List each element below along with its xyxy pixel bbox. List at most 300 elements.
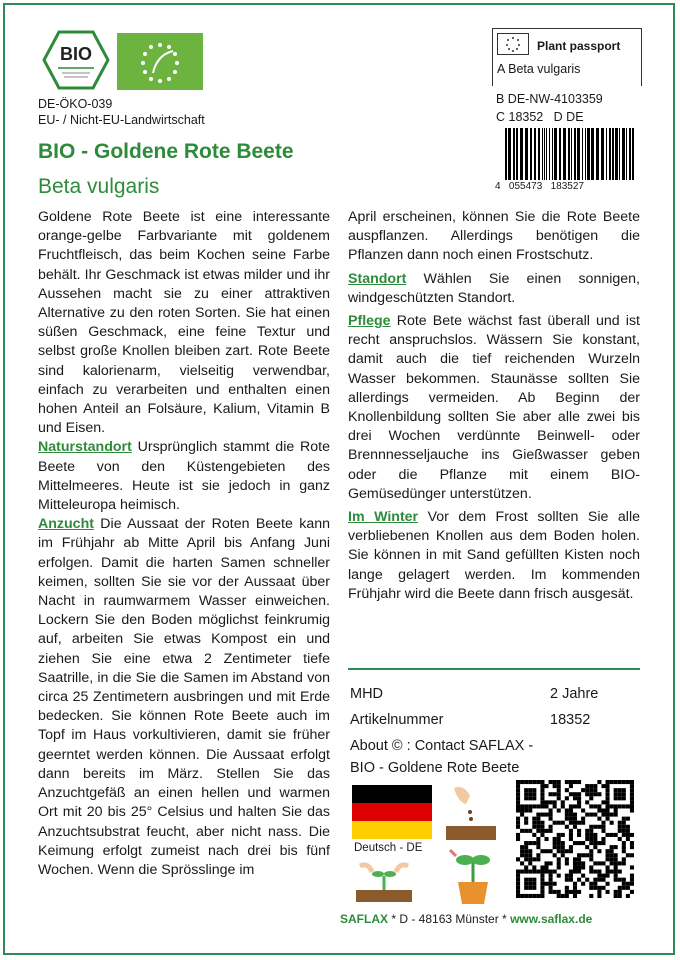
qr-module: [544, 849, 548, 853]
german-flag-icon: [352, 785, 432, 839]
qr-module: [597, 878, 601, 882]
qr-module: [540, 796, 544, 800]
barcode-bar: [520, 128, 523, 180]
qr-module: [630, 788, 634, 792]
qr-module: [630, 804, 634, 808]
qr-module: [618, 878, 622, 882]
qr-module: [597, 849, 601, 853]
qr-module: [614, 833, 618, 837]
qr-module: [524, 808, 528, 812]
qr-module: [532, 882, 536, 886]
qr-module: [622, 845, 626, 849]
qr-module: [528, 808, 532, 812]
qr-module: [585, 878, 589, 882]
qr-module: [614, 890, 618, 894]
qr-module: [589, 841, 593, 845]
barcode-bar: [546, 128, 547, 180]
qr-module: [532, 804, 536, 808]
qr-module: [626, 886, 630, 890]
qr-module: [630, 792, 634, 796]
qr-module: [573, 817, 577, 821]
qr-module: [573, 894, 577, 898]
footer: [340, 912, 592, 926]
qr-module: [540, 804, 544, 808]
qr-module: [557, 784, 561, 788]
qr-module: [532, 894, 536, 898]
qr-module: [606, 817, 610, 821]
qr-module: [577, 878, 581, 882]
qr-module: [585, 784, 589, 788]
qr-module: [565, 808, 569, 812]
barcode-bar: [574, 128, 576, 180]
qr-module: [610, 821, 614, 825]
qr-module: [540, 813, 544, 817]
bio-seal-icon: [42, 30, 110, 90]
barcode-bar: [629, 128, 631, 180]
qr-module: [589, 849, 593, 853]
qr-module: [601, 837, 605, 841]
qr-module: [614, 796, 618, 800]
barcode-bar: [542, 128, 543, 180]
qr-module: [536, 857, 540, 861]
qr-module: [536, 870, 540, 874]
qr-module: [524, 817, 528, 821]
qr-module: [589, 784, 593, 788]
qr-module: [536, 780, 540, 784]
qr-module: [622, 821, 626, 825]
qr-module: [516, 878, 520, 882]
sowing-hand-icon: [440, 782, 502, 844]
qr-module: [565, 849, 569, 853]
anzucht-text: Die Aussaat der Roten Beete kann im Frühjahr ab Mitte April bis Anfang Juni erfolgen. Damit die harten Samen schneller keimen, sollten Sie sie vor der Aussaat über Nacht in raumwarmem Wasser einweichen. Lockern Sie den Boden möglichst feinkrumig auf, arbeiten Sie etwas Kompost ein und ziehen Sie eine etwa 2 Zentimeter tiefe Saatrille, in die Sie die Samen im Abstand von circa 25 Zentimetern ausbringen und mit Erde bedecken. Sie können Rote Beete auch im Topf im Haus vorkultivieren, damit sie früher geerntet werden können. Die Aussaat erfolgt dann bereits im März. Stellen Sie das Anzuchtgefäß an einen hellen und warmen Ort mit 20 bis 25° Celsius und halten Sie das Anzuchtsubstrat feucht, aber nicht nass. Die Keimung erfolgt zumeist nach drei bis fünf Wochen. Wenn die Sprösslinge im: [38, 516, 330, 878]
qr-module: [561, 804, 565, 808]
qr-module: [589, 882, 593, 886]
qr-module: [532, 878, 536, 882]
qr-module: [597, 870, 601, 874]
qr-module: [516, 857, 520, 861]
qr-module: [589, 886, 593, 890]
qr-module: [610, 845, 614, 849]
qr-module: [532, 817, 536, 821]
qr-module: [516, 870, 520, 874]
qr-module: [516, 886, 520, 890]
qr-module: [577, 792, 581, 796]
qr-module: [520, 813, 524, 817]
qr-module: [557, 833, 561, 837]
qr-module: [524, 894, 528, 898]
qr-module: [528, 853, 532, 857]
qr-module: [630, 833, 634, 837]
qr-module: [516, 784, 520, 788]
qr-module: [597, 808, 601, 812]
qr-module: [589, 825, 593, 829]
winter-text: Vor dem Frost sollten Sie alle verbliebenen Knollen aus dem Boden holen. Sie können in mit Sand gefüllten Kisten noch lange gelagert werden. Im kommenden Frühjahr wird die Beete dann frisch ausgesät.: [348, 509, 640, 602]
qr-module: [577, 853, 581, 857]
qr-module: [573, 825, 577, 829]
qr-module: [626, 882, 630, 886]
qr-module: [601, 813, 605, 817]
qr-module: [581, 817, 585, 821]
qr-module: [610, 857, 614, 861]
barcode: [505, 128, 635, 180]
qr-module: [557, 849, 561, 853]
qr-module: [528, 857, 532, 861]
qr-module: [557, 894, 561, 898]
qr-module: [557, 821, 561, 825]
pflege-paragraph: [348, 312, 640, 504]
qr-module: [561, 800, 565, 804]
qr-module: [622, 861, 626, 865]
qr-module: [553, 837, 557, 841]
text-column-left: [38, 208, 330, 880]
qr-module: [569, 833, 573, 837]
qr-module: [520, 861, 524, 865]
qr-module: [549, 878, 553, 882]
qr-module: [618, 870, 622, 874]
qr-module: [561, 894, 565, 898]
qr-module: [626, 780, 630, 784]
qr-module: [553, 821, 557, 825]
barcode-bar: [582, 128, 583, 180]
qr-module: [614, 853, 618, 857]
qr-module: [549, 780, 553, 784]
qr-module: [553, 845, 557, 849]
qr-module: [516, 825, 520, 829]
qr-module: [622, 829, 626, 833]
qr-module: [524, 780, 528, 784]
qr-module: [585, 788, 589, 792]
qr-module: [622, 792, 626, 796]
winter-heading: Im Winter: [348, 509, 419, 526]
qr-module: [528, 788, 532, 792]
qr-module: [573, 890, 577, 894]
plant-passport: [492, 28, 642, 86]
qr-module: [585, 845, 589, 849]
qr-module: [536, 825, 540, 829]
qr-module: [528, 780, 532, 784]
qr-module: [520, 780, 524, 784]
qr-module: [606, 808, 610, 812]
barcode-bar: [530, 128, 532, 180]
qr-module: [610, 849, 614, 853]
footer-url[interactable]: www.saflax.de: [510, 912, 593, 926]
qr-module: [593, 833, 597, 837]
qr-module: [597, 780, 601, 784]
qr-module: [549, 800, 553, 804]
qr-module: [544, 829, 548, 833]
qr-module: [536, 817, 540, 821]
qr-module: [516, 796, 520, 800]
qr-module: [557, 865, 561, 869]
potted-plant-icon: [442, 846, 504, 906]
qr-module: [610, 804, 614, 808]
qr-module: [573, 780, 577, 784]
qr-module: [573, 886, 577, 890]
standort-paragraph: [348, 270, 640, 308]
qr-module: [610, 780, 614, 784]
certification-info: [38, 96, 205, 128]
qr-module: [585, 853, 589, 857]
qr-module: [532, 865, 536, 869]
qr-module: [606, 800, 610, 804]
qr-module: [524, 882, 528, 886]
barcode-bar: [538, 128, 540, 180]
qr-module: [549, 882, 553, 886]
qr-module: [626, 894, 630, 898]
qr-module: [528, 882, 532, 886]
pflege-text: Rote Bete wächst fast überall und ist recht anspruchslos. Wässern Sie konstant, damit auch die tief reichenden Wurzeln Wasser bekommen. Staunässe sollten Sie allerdings vermeiden. Ab Beginn der Knollenbildung sollten Sie aber alle zwei bis drei Wochen verdünnte Beinwell- oder Brennnesseljauche ins Gießwasser geben oder die Pflanze mit einem BIO-Gemüsedünger unterstützen.: [348, 313, 640, 502]
mhd-label: MHD: [350, 686, 384, 702]
barcode-bar: [622, 128, 625, 180]
qr-module: [601, 821, 605, 825]
passport-line-c: C 18352 D DE: [496, 110, 584, 124]
qr-module: [601, 784, 605, 788]
product-latin-name: Beta vulgaris: [38, 175, 160, 198]
barcode-bar: [626, 128, 627, 180]
language-label: Deutsch - DE: [354, 842, 423, 854]
qr-module: [618, 825, 622, 829]
barcode-bar: [559, 128, 561, 180]
qr-module: [569, 890, 573, 894]
qr-module: [544, 800, 548, 804]
qr-module: [577, 890, 581, 894]
qr-module: [520, 845, 524, 849]
qr-module: [626, 829, 630, 833]
qr-module: [528, 804, 532, 808]
text-column-right: [348, 208, 640, 604]
qr-module: [618, 837, 622, 841]
qr-module: [589, 833, 593, 837]
qr-module: [589, 792, 593, 796]
qr-module: [614, 894, 618, 898]
qr-module: [544, 813, 548, 817]
qr-module: [606, 804, 610, 808]
qr-module: [516, 792, 520, 796]
qr-module: [569, 780, 573, 784]
qr-module: [593, 870, 597, 874]
qr-module: [622, 833, 626, 837]
qr-module: [614, 870, 618, 874]
qr-module: [557, 792, 561, 796]
qr-module: [540, 825, 544, 829]
qr-module: [549, 861, 553, 865]
barcode-bar: [568, 128, 570, 180]
qr-module: [524, 865, 528, 869]
qr-module: [581, 808, 585, 812]
qr-module: [573, 857, 577, 861]
qr-module: [589, 853, 593, 857]
qr-module: [524, 788, 528, 792]
barcode-bar: [596, 128, 599, 180]
qr-module: [622, 857, 626, 861]
qr-module: [540, 792, 544, 796]
qr-module: [614, 804, 618, 808]
qr-module: [553, 784, 557, 788]
qr-module: [553, 800, 557, 804]
qr-module: [585, 837, 589, 841]
qr-module: [565, 813, 569, 817]
qr-module: [589, 804, 593, 808]
barcode-bar: [549, 128, 550, 180]
qr-module: [593, 788, 597, 792]
qr-module: [610, 870, 614, 874]
qr-module: [593, 825, 597, 829]
qr-module: [630, 808, 634, 812]
qr-module: [528, 829, 532, 833]
qr-module: [618, 792, 622, 796]
qr-module: [597, 890, 601, 894]
qr-module: [618, 804, 622, 808]
qr-module: [606, 870, 610, 874]
eu-flag-icon: [497, 33, 529, 55]
intro-paragraph: Goldene Rote Beete ist eine interessante orange-gelbe Farbvariante mit goldenem Fruchtfleisch, das beim Kochen seine Farbe behält. Ihr Geschmack ist etwas milder und ihr Aussehen macht sie zu einer attraktiven Alternative zu den roten Sorten. Sie hat einen süßen Geschmack, eine feine Textur und selbst große Knollen bleiben zart. Rote Beete sind kalorienarm, vielseitig verwendbar, einfach zu verarbeiten und enthalten einen hohen Anteil an Folsäure, Kalium, Vitamin B und Eisen.: [38, 209, 330, 437]
certification-code: DE-ÖKO-039: [38, 97, 113, 111]
qr-module: [630, 784, 634, 788]
qr-module: [553, 890, 557, 894]
qr-module: [528, 886, 532, 890]
qr-module: [601, 878, 605, 882]
qr-module: [630, 780, 634, 784]
qr-module: [577, 833, 581, 837]
qr-module: [593, 845, 597, 849]
qr-module: [540, 849, 544, 853]
qr-module: [549, 792, 553, 796]
qr-module: [557, 845, 561, 849]
qr-module: [524, 886, 528, 890]
passport-line-b: B DE-NW-4103359: [496, 92, 603, 106]
qr-module: [622, 882, 626, 886]
qr-module: [516, 890, 520, 894]
qr-module: [540, 886, 544, 890]
qr-module: [557, 788, 561, 792]
qr-module: [516, 817, 520, 821]
qr-module: [606, 792, 610, 796]
qr-module: [532, 857, 536, 861]
qr-module: [549, 849, 553, 853]
qr-module: [585, 833, 589, 837]
qr-module: [569, 784, 573, 788]
qr-module: [532, 796, 536, 800]
qr-module: [565, 780, 569, 784]
qr-module: [581, 861, 585, 865]
svg-text:BIO: BIO: [59, 44, 93, 64]
product-title: BIO - Goldene Rote Beete: [38, 140, 294, 163]
qr-module: [536, 837, 540, 841]
qr-module: [630, 796, 634, 800]
qr-module: [516, 780, 520, 784]
qr-module: [524, 857, 528, 861]
qr-module: [630, 800, 634, 804]
qr-module: [516, 833, 520, 837]
qr-module: [581, 853, 585, 857]
qr-module: [614, 857, 618, 861]
qr-module: [524, 821, 528, 825]
qr-module: [516, 874, 520, 878]
qr-module: [549, 808, 553, 812]
qr-module: [565, 890, 569, 894]
winter-paragraph: [348, 508, 640, 604]
qr-module: [561, 845, 565, 849]
qr-module: [577, 804, 581, 808]
qr-module: [593, 784, 597, 788]
qr-module: [544, 882, 548, 886]
qr-module: [626, 817, 630, 821]
barcode-bar: [587, 128, 590, 180]
qr-module: [565, 894, 569, 898]
qr-module: [593, 861, 597, 865]
qr-module: [532, 821, 536, 825]
qr-module: [528, 878, 532, 882]
qr-module: [565, 878, 569, 882]
barcode-digits: 4 055473 183527: [495, 181, 584, 192]
qr-module: [601, 886, 605, 890]
barcode-bar: [552, 128, 553, 180]
barcode-bar: [615, 128, 618, 180]
qr-module: [549, 890, 553, 894]
qr-module: [573, 804, 577, 808]
qr-module: [544, 804, 548, 808]
qr-module: [618, 890, 622, 894]
barcode-bar: [585, 128, 586, 180]
qr-module: [528, 792, 532, 796]
qr-module: [614, 865, 618, 869]
qr-module: [569, 808, 573, 812]
qr-module: [569, 837, 573, 841]
qr-module: [581, 865, 585, 869]
qr-module: [569, 878, 573, 882]
qr-module: [549, 870, 553, 874]
qr-module: [557, 808, 561, 812]
pflege-heading: Pflege: [348, 313, 391, 330]
qr-module: [528, 796, 532, 800]
qr-module: [553, 870, 557, 874]
qr-module: [557, 874, 561, 878]
qr-module: [601, 874, 605, 878]
qr-module: [536, 894, 540, 898]
qr-module: [536, 841, 540, 845]
barcode-bar: [508, 128, 511, 180]
standort-text: Wählen Sie einen sonnigen, windgeschützten Standort.: [348, 270, 640, 306]
qr-module: [565, 796, 569, 800]
qr-module: [626, 853, 630, 857]
qr-module: [630, 874, 634, 878]
qr-module: [589, 865, 593, 869]
qr-module: [516, 800, 520, 804]
barcode-bar: [571, 128, 572, 180]
qr-module: [516, 808, 520, 812]
qr-module: [573, 813, 577, 817]
qr-module: [544, 870, 548, 874]
barcode-bar: [554, 128, 557, 180]
qr-module: [553, 841, 557, 845]
qr-module: [536, 804, 540, 808]
qr-module: [540, 829, 544, 833]
certification-origin: EU- / Nicht-EU-Landwirtschaft: [38, 113, 205, 127]
qr-module: [606, 882, 610, 886]
qr-module: [520, 829, 524, 833]
barcode-bar: [563, 128, 566, 180]
qr-module: [577, 857, 581, 861]
qr-module: [516, 788, 520, 792]
qr-module: [601, 825, 605, 829]
qr-module: [557, 890, 561, 894]
naturstandort-heading: Naturstandort: [38, 439, 132, 456]
qr-module: [601, 800, 605, 804]
qr-module: [593, 813, 597, 817]
qr-module: [540, 882, 544, 886]
standort-heading: Standort: [348, 270, 407, 287]
qr-module: [630, 845, 634, 849]
